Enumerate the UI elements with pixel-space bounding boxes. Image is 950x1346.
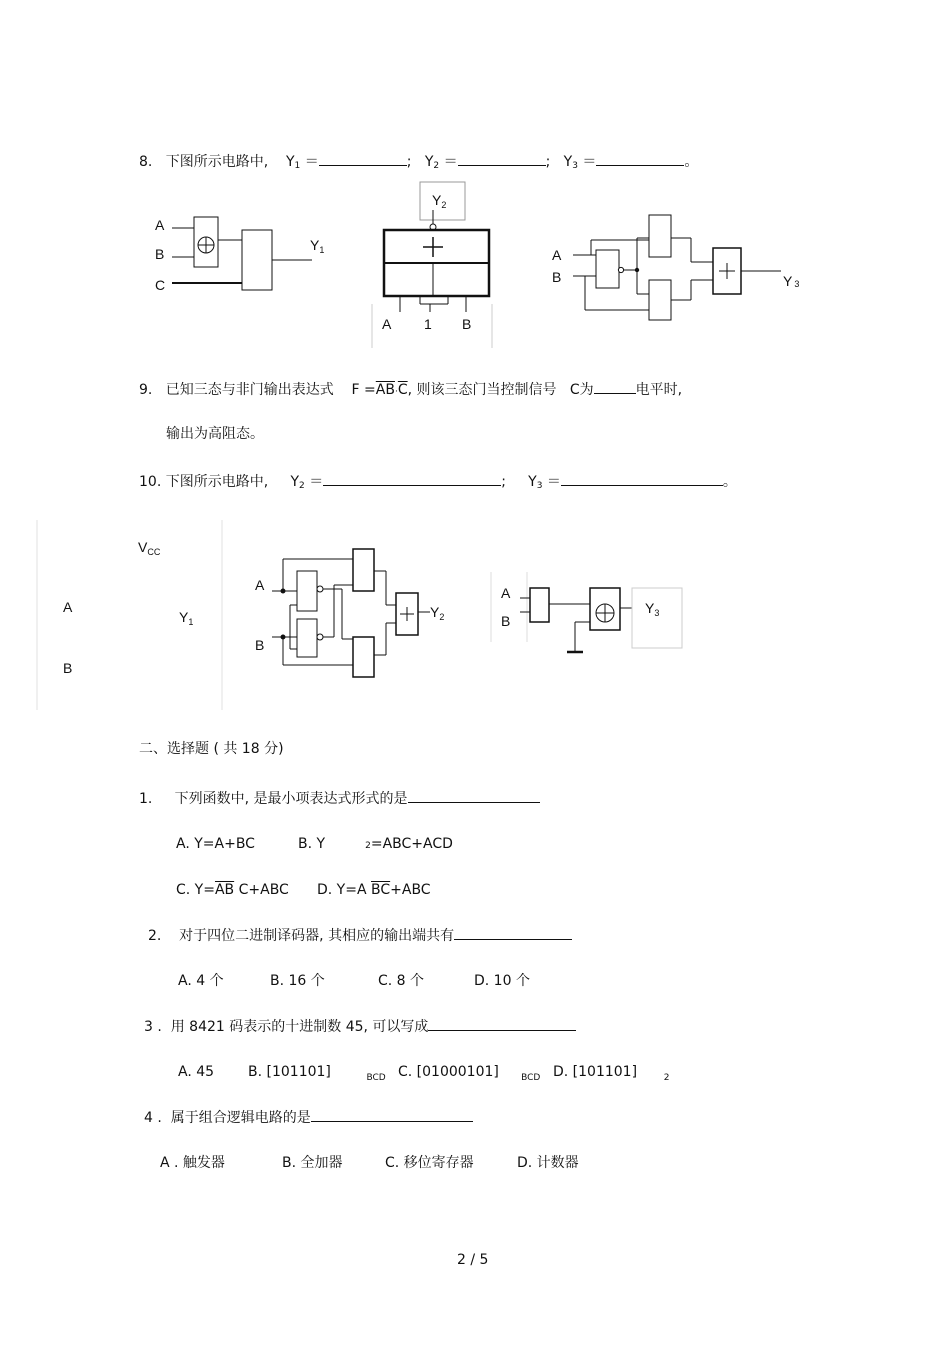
q10-circuit-1 bbox=[250, 545, 465, 685]
q9-formula: $F =\overline{AB}\cdot\overline{C}$ bbox=[351, 382, 408, 398]
q10-fig0-output: $Y_1$ bbox=[179, 609, 194, 627]
section-2-title: 二、选择题 ( 共 18 分) bbox=[139, 741, 284, 757]
q8-fig1-input-b: B bbox=[155, 246, 165, 262]
q9-number: 9. bbox=[139, 382, 153, 398]
mc4-option-d[interactable]: D. 计数器 bbox=[517, 1155, 579, 1171]
mc3-answer-blank[interactable] bbox=[428, 1017, 576, 1031]
q8-fig3-gate-top bbox=[649, 215, 671, 257]
mc2-option-a[interactable]: A. 4 个 bbox=[178, 973, 224, 989]
mc1-option-a[interactable]: A. Y=A+BC bbox=[176, 836, 255, 852]
page-number: 2 / 5 bbox=[457, 1252, 489, 1268]
q8-blank-y1[interactable] bbox=[319, 152, 407, 166]
q8-number: 8. bbox=[139, 154, 153, 170]
q8-fig2-input-b: B bbox=[462, 316, 472, 332]
mc4-number: 4 . bbox=[144, 1110, 162, 1126]
q10-fig2-input-b: B bbox=[501, 613, 511, 629]
mc4-option-b[interactable]: B. 全加器 bbox=[282, 1155, 343, 1171]
q10-fig0-vcc: $V_{CC}$ bbox=[138, 539, 161, 557]
q9-blank[interactable] bbox=[594, 380, 636, 394]
q10-number: 10. bbox=[139, 474, 162, 490]
q8-fig3-output: Y 3 bbox=[783, 273, 800, 289]
mc3-option-d[interactable]: D. [101101] $_2$ bbox=[553, 1064, 670, 1083]
mc2-number: 2. bbox=[148, 928, 162, 944]
mc1-answer-blank[interactable] bbox=[408, 789, 540, 803]
mc1-option-c[interactable]: C. $Y=\overline{AB}$ C+ABC bbox=[176, 882, 289, 898]
mc2-answer-blank[interactable] bbox=[454, 926, 572, 940]
q8-circuit-3 bbox=[545, 210, 815, 325]
mc3-option-c[interactable]: C. [01000101] $_{BCD}$ bbox=[398, 1064, 541, 1083]
q8-fig3-gate-bottom bbox=[649, 280, 671, 320]
q8-fig3-nand-gate bbox=[596, 250, 619, 288]
q8-fig1-input-a: A bbox=[155, 217, 165, 233]
q8-fig1-gate-2 bbox=[242, 230, 272, 290]
q10-circuit-2 bbox=[490, 570, 690, 665]
q8-blank-y3[interactable] bbox=[596, 152, 684, 166]
mc4-answer-blank[interactable] bbox=[311, 1108, 473, 1122]
q10-fig2-input-a: A bbox=[501, 585, 511, 601]
mc4-stem-line bbox=[144, 1108, 473, 1127]
q8-fig2-input-1: 1 bbox=[424, 316, 432, 332]
q8-fig2-input-a: A bbox=[382, 316, 392, 332]
mc2-option-b[interactable]: B. 16 个 bbox=[270, 973, 325, 989]
mc3-option-a[interactable]: A. 45 bbox=[178, 1064, 215, 1080]
q8-stem: 下图所示电路中, bbox=[165, 154, 269, 170]
mc4-stem: 属于组合逻辑电路的是 bbox=[170, 1110, 311, 1126]
mc1-option-b[interactable]: B. Y 2=ABC+ACD bbox=[298, 836, 453, 852]
q9-line-2: 输出为高阻态。 bbox=[166, 426, 264, 442]
q10-fig1-nand-gate-1 bbox=[297, 571, 317, 611]
q9-stem: 已知三态与非门输出表达式 bbox=[165, 382, 334, 398]
q8-fig2-output: $Y_2$ bbox=[432, 192, 447, 210]
q10-blank-y2[interactable] bbox=[323, 472, 501, 486]
q8-circuit-2 bbox=[370, 180, 500, 350]
mc2-option-c[interactable]: C. 8 个 bbox=[378, 973, 425, 989]
q8-blank-y2[interactable] bbox=[458, 152, 546, 166]
q10-fig2-output: $Y_3$ bbox=[645, 600, 660, 618]
q8-fig3-input-a: A bbox=[552, 247, 562, 263]
q8-circuit-1 bbox=[150, 205, 340, 300]
mc1-option-d[interactable]: D. Y=A $\overline{BC}+ABC$ bbox=[317, 882, 431, 898]
mc1-stem-line bbox=[139, 789, 540, 808]
q8-fig3-input-b: B bbox=[552, 269, 562, 285]
q10-circuit-0 bbox=[36, 518, 226, 713]
q10-fig1-input-b: B bbox=[255, 637, 265, 653]
q10-blank-y3[interactable] bbox=[561, 472, 723, 486]
mc4-option-c[interactable]: C. 移位寄存器 bbox=[385, 1155, 474, 1171]
mc3-option-b[interactable]: B. [101101] $_{BCD}$ bbox=[248, 1064, 386, 1083]
q10-fig0-input-a: A bbox=[63, 599, 73, 615]
q10-fig1-input-a: A bbox=[255, 577, 265, 593]
mc4-option-a[interactable]: A . 触发器 bbox=[160, 1155, 225, 1171]
q10-fig1-gate-top bbox=[353, 549, 374, 591]
mc2-option-d[interactable]: D. 10 个 bbox=[474, 973, 530, 989]
mc3-number: 3 . bbox=[144, 1019, 162, 1035]
q10-fig1-gate-bottom bbox=[353, 637, 374, 677]
q8-fig1-output: $Y_1$ bbox=[310, 237, 325, 255]
mc3-stem: 用 8421 码表示的十进制数 45, 可以写成 bbox=[170, 1019, 429, 1035]
mc1-stem: 下列函数中, 是最小项表达式形式的是 bbox=[174, 791, 408, 807]
q10-stem: 下图所示电路中, bbox=[165, 474, 269, 490]
q10-line: 10. 下图所示电路中, Y2 ＝ ; Y3 ＝ 。 bbox=[139, 474, 737, 491]
q8-fig1-input-c: C bbox=[155, 277, 166, 293]
q8-line: 8. 下图所示电路中, Y1 ＝ ; Y2 ＝ ; Y3 ＝ 。 bbox=[139, 154, 699, 171]
q9-line-1: 9. 已知三态与非门输出表达式 $F =\overline{AB}\cdot\overline{C}$, 则该三态门当控制信号 C为 电平时, bbox=[139, 382, 683, 398]
mc2-stem: 对于四位二进制译码器, 其相应的输出端共有 bbox=[179, 928, 455, 944]
q10-fig2-gate bbox=[530, 588, 549, 622]
mc2-stem-line bbox=[148, 926, 572, 945]
q10-fig1-output: $Y_2$ bbox=[430, 604, 445, 622]
mc3-stem-line bbox=[144, 1017, 576, 1036]
q10-fig1-nand-gate-2 bbox=[297, 619, 317, 657]
q10-fig0-input-b: B bbox=[63, 660, 73, 676]
mc1-number: 1. bbox=[139, 791, 153, 807]
